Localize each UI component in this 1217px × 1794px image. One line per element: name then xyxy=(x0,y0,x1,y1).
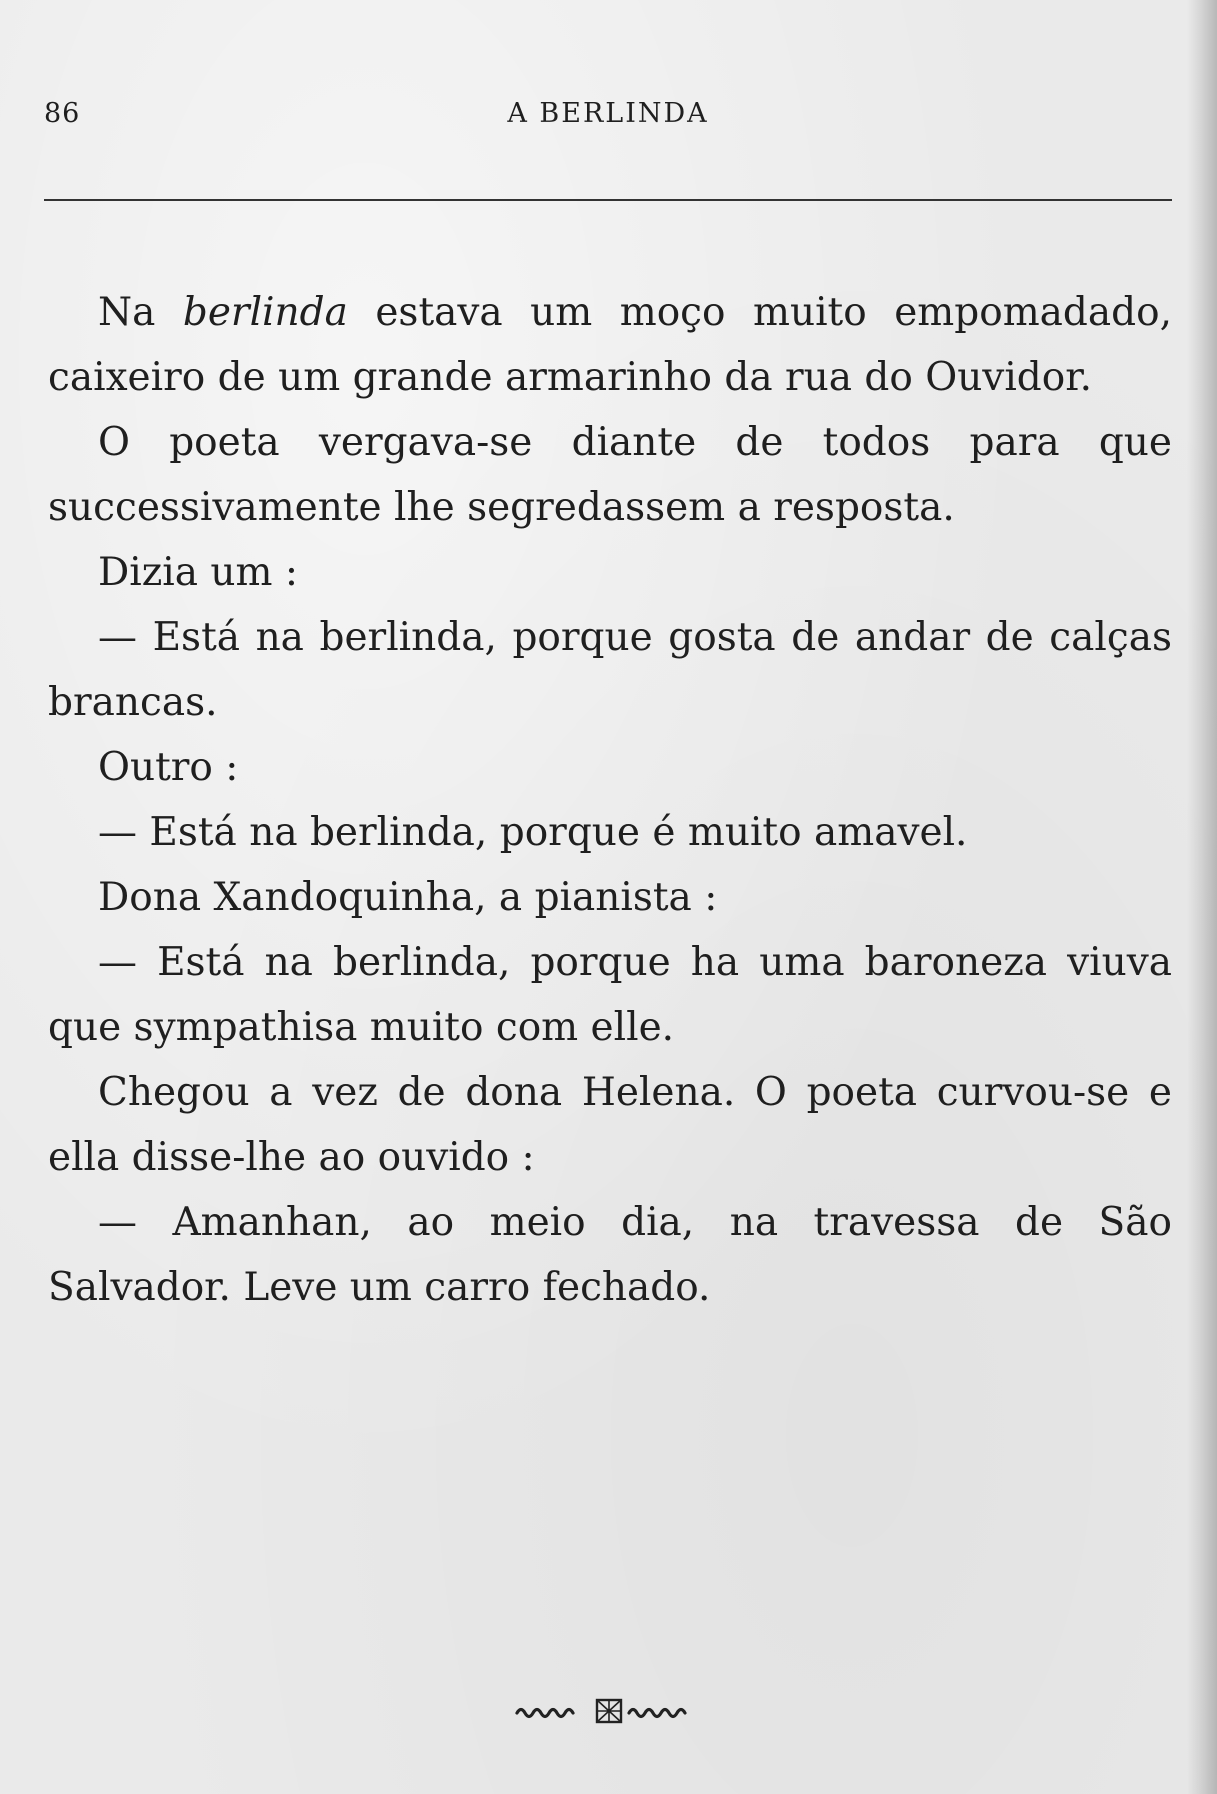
page-number: 86 xyxy=(44,98,81,129)
paragraph-7: Dona Xandoquinha, a pianista : xyxy=(98,875,718,920)
paragraph-1 xyxy=(48,280,1172,410)
page-header xyxy=(44,98,1172,138)
paragraph-2: O poeta vergava-se diante de todos para que successivamente lhe segredassem a resposta. xyxy=(48,420,1172,530)
paragraph-3: Dizia um : xyxy=(98,550,299,595)
paragraph-1-italic: berlinda xyxy=(182,290,348,335)
paragraph-4: — Está na berlinda, porque gosta de andar de calças brancas. xyxy=(48,615,1172,725)
paragraph-5: Outro : xyxy=(98,745,239,790)
paragraph-6: — Está na berlinda, porque é muito amavel. xyxy=(98,810,968,855)
decorative-end-ornament-icon xyxy=(509,1695,709,1725)
paragraph-8: — Está na berlinda, porque ha uma baroneza viuva que sympathisa muito com elle. xyxy=(48,940,1172,1050)
paragraph-10: — Amanhan, ao meio dia, na travessa de São Salvador. Leve um carro fechado. xyxy=(48,1200,1172,1310)
page-edge-shadow xyxy=(1187,0,1217,1794)
paragraph-1-lead: Na xyxy=(98,290,183,335)
paragraph-9: Chegou a vez de dona Helena. O poeta curvou-se e ella disse-lhe ao ouvido : xyxy=(48,1070,1172,1180)
paragraph-1-rest: estava um moço muito empomadado, caixeiro de um grande armarinho da rua do Ouvidor. xyxy=(48,290,1172,400)
body-text xyxy=(48,280,1172,1320)
header-rule xyxy=(44,199,1172,201)
end-ornament xyxy=(0,1695,1217,1729)
running-title: A BERLINDA xyxy=(507,98,709,129)
